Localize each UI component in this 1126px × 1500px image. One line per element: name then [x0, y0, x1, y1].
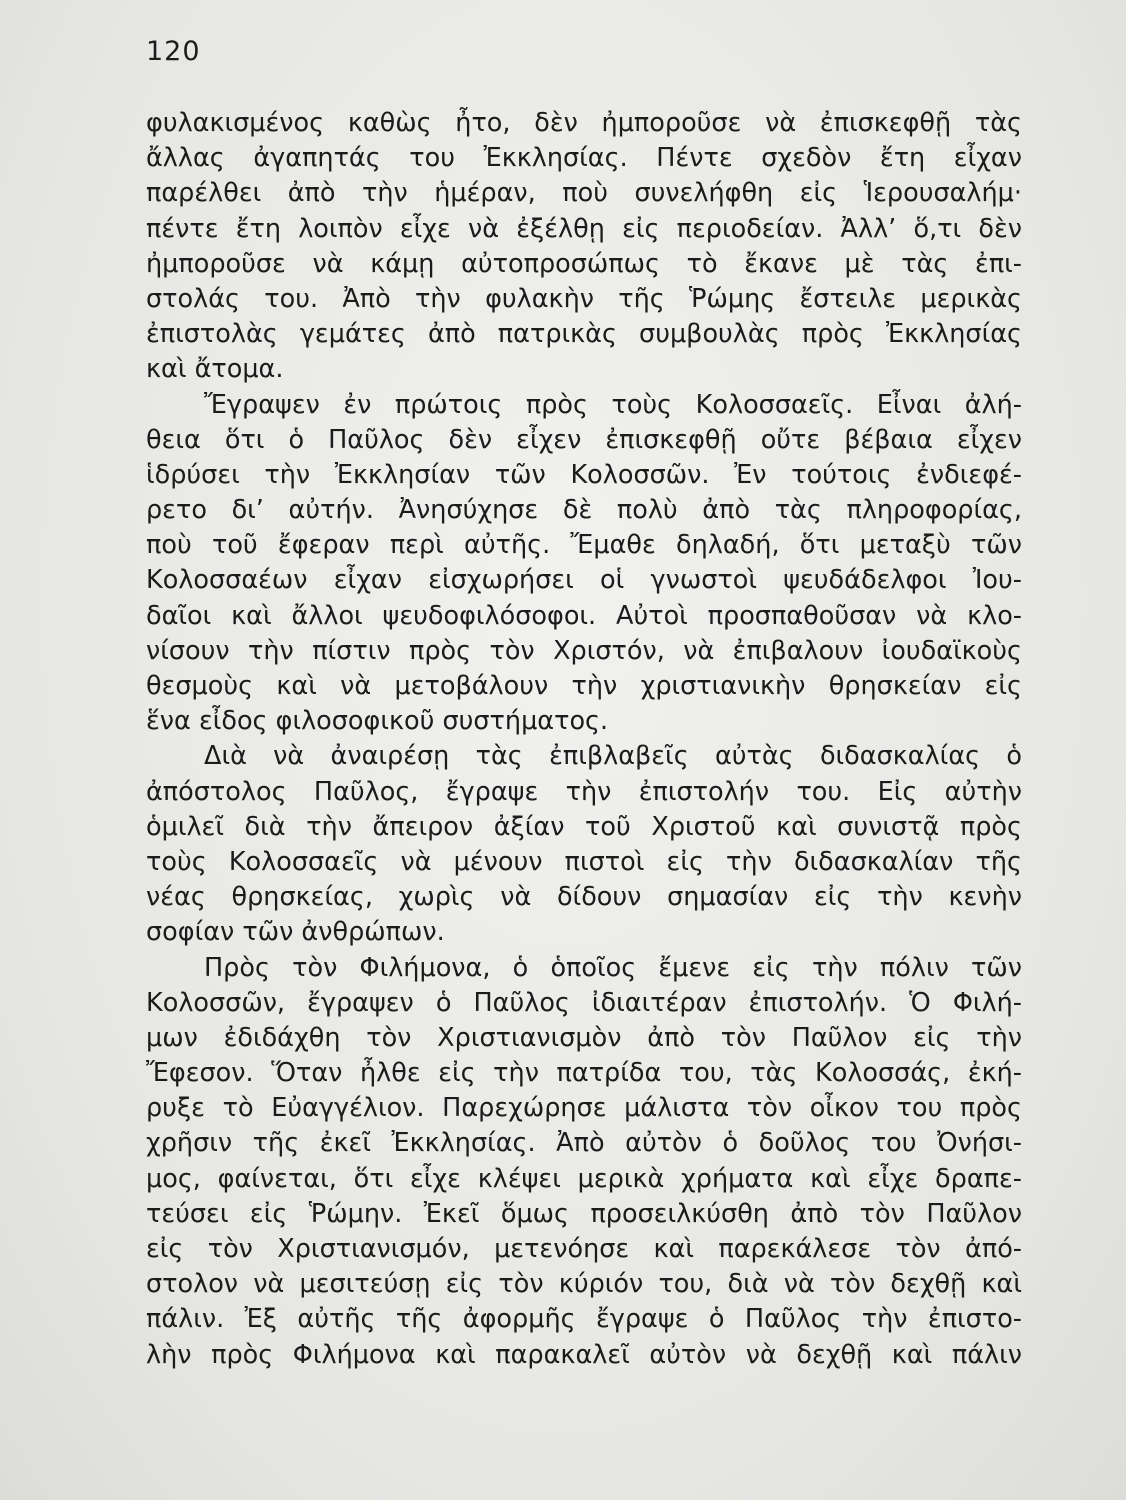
text-line: θεσμοὺς καὶ νὰ μετοβάλουν τὴν χριστιανικὴν θρησκείαν εἰς [146, 671, 1022, 701]
text-line: ὁμιλεῖ διὰ τὴν ἄπειρον ἀξίαν τοῦ Χριστοῦ καὶ συνιστᾷ πρὸς [146, 811, 1022, 842]
text-line: δαῖοι καὶ ἄλλοι ψευδοφιλόσοφοι. Αὐτοὶ προσπαθοῦσαν νὰ κλο- [146, 600, 1022, 631]
text-line: στολάς του. Ἀπὸ τὴν φυλακὴν τῆς Ῥώμης ἔστειλε μερικὰς [146, 283, 1022, 314]
text-line: ἕνα εἶδος φιλοσοφικοῦ συστήματος. [146, 706, 609, 737]
text-line: λὴν πρὸς Φιλήμονα καὶ παρακαλεῖ αὐτὸν νὰ δεχθῇ καὶ πάλιν [146, 1339, 1022, 1370]
text-line: ἠμποροῦσε νὰ κάμῃ αὐτοπροσώπως τὸ ἔκανε μὲ τὰς ἐπι- [146, 248, 1022, 279]
body-text [146, 106, 1022, 1373]
text-line: μων ἐδιδάχθη τὸν Χριστιανισμὸν ἀπὸ τὸν Παῦλον εἰς τὴν [146, 1022, 1022, 1053]
text-line: καὶ ἄτομα. [146, 354, 284, 385]
text-line: Διὰ νὰ ἀναιρέσῃ τὰς ἐπιβλαβεῖς αὐτὰς διδασκαλίας ὁ [204, 741, 1022, 772]
text-line: ρετο δι’ αὐτήν. Ἀνησύχησε δὲ πολὺ ἀπὸ τὰς πληροφορίας, [146, 495, 1022, 526]
text-line: Κολοσσῶν, ἔγραψεν ὁ Παῦλος ἰδιαιτέραν ἐπιστολήν. Ὁ Φιλή- [146, 987, 1022, 1018]
text-line: στολον νὰ μεσιτεύσῃ εἰς τὸν κύριόν του, διὰ νὰ τὸν δεχθῇ καὶ [146, 1269, 1022, 1300]
text-line: ἀπόστολος Παῦλος, ἔγραψε τὴν ἐπιστολήν του. Εἰς αὐτὴν [146, 776, 1022, 807]
text-line: εἰς τὸν Χριστιανισμόν, μετενόησε καὶ παρεκάλεσε τὸν ἀπό- [146, 1234, 1022, 1264]
text-line: τεύσει εἰς Ῥώμην. Ἐκεῖ ὅμως προσειλκύσθη ἀπὸ τὸν Παῦλον [146, 1198, 1022, 1229]
text-line: ρυξε τὸ Εὐαγγέλιον. Παρεχώρησε μάλιστα τὸν οἶκον του πρὸς [146, 1093, 1022, 1124]
text-line: πέντε ἔτη λοιπὸν εἶχε νὰ ἐξέλθῃ εἰς περιοδείαν. Ἀλλ’ ὅ,τι δὲν [146, 213, 1022, 244]
text-line: τοὺς Κολοσσαεῖς νὰ μένουν πιστοὶ εἰς τὴν διδασκαλίαν τῆς [146, 846, 1022, 877]
text-line: ἱδρύσει τὴν Ἐκκλησίαν τῶν Κολοσσῶν. Ἐν τούτοις ἐνδιεφέ- [146, 459, 1022, 490]
text-line: Πρὸς τὸν Φιλήμονα, ὁ ὁποῖος ἔμενε εἰς τὴν πόλιν τῶν [204, 952, 1022, 983]
text-line: μος, φαίνεται, ὅτι εἶχε κλέψει μερικὰ χρήματα καὶ εἶχε δραπε- [146, 1163, 1022, 1194]
text-line: φυλακισμένος καθὼς ἦτο, δὲν ἠμποροῦσε νὰ ἐπισκεφθῇ τὰς [146, 108, 1022, 138]
text-line: θεια ὅτι ὁ Παῦλος δὲν εἶχεν ἐπισκεφθῇ οὔτε βέβαια εἶχεν [146, 424, 1022, 455]
text-line: πάλιν. Ἐξ αὐτῆς τῆς ἀφορμῆς ἔγραψε ὁ Παῦλος τὴν ἐπιστο- [146, 1304, 1022, 1335]
text-line: Ἔγραψεν ἐν πρώτοις πρὸς τοὺς Κολοσσαεῖς. Εἶναι ἀλή- [204, 389, 1022, 420]
text-line: ποὺ τοῦ ἔφεραν περὶ αὐτῆς. Ἔμαθε δηλαδή, ὅτι μεταξὺ τῶν [146, 530, 1022, 561]
text-line: νέας θρησκείας, χωρὶς νὰ δίδουν σημασίαν εἰς τὴν κενὴν [146, 882, 1022, 913]
text-line: νίσουν τὴν πίστιν πρὸς τὸν Χριστόν, νὰ ἐπιβαλουν ἰουδαϊκοὺς [146, 635, 1022, 666]
text-line: ἐπιστολὰς γεμάτες ἀπὸ πατρικὰς συμβουλὰς πρὸς Ἐκκλησίας [146, 319, 1022, 350]
text-line: σοφίαν τῶν ἀνθρώπων. [146, 917, 445, 948]
text-line: παρέλθει ἀπὸ τὴν ἡμέραν, ποὺ συνελήφθη εἰς Ἱερουσαλήμ· [146, 178, 1022, 209]
page-number: 120 [146, 36, 201, 67]
text-line: Κολοσσαέων εἶχαν εἰσχωρήσει οἱ γνωστοὶ ψευδάδελφοι Ἰου- [146, 565, 1022, 596]
text-line: Ἔφεσον. Ὅταν ἦλθε εἰς τὴν πατρίδα του, τὰς Κολοσσάς, ἐκή- [146, 1058, 1022, 1089]
text-line: ἄλλας ἀγαπητάς του Ἐκκλησίας. Πέντε σχεδὸν ἔτη εἶχαν [146, 143, 1022, 174]
text-line: χρῆσιν τῆς ἐκεῖ Ἐκκλησίας. Ἀπὸ αὐτὸν ὁ δοῦλος του Ὀνήσι- [146, 1128, 1022, 1159]
